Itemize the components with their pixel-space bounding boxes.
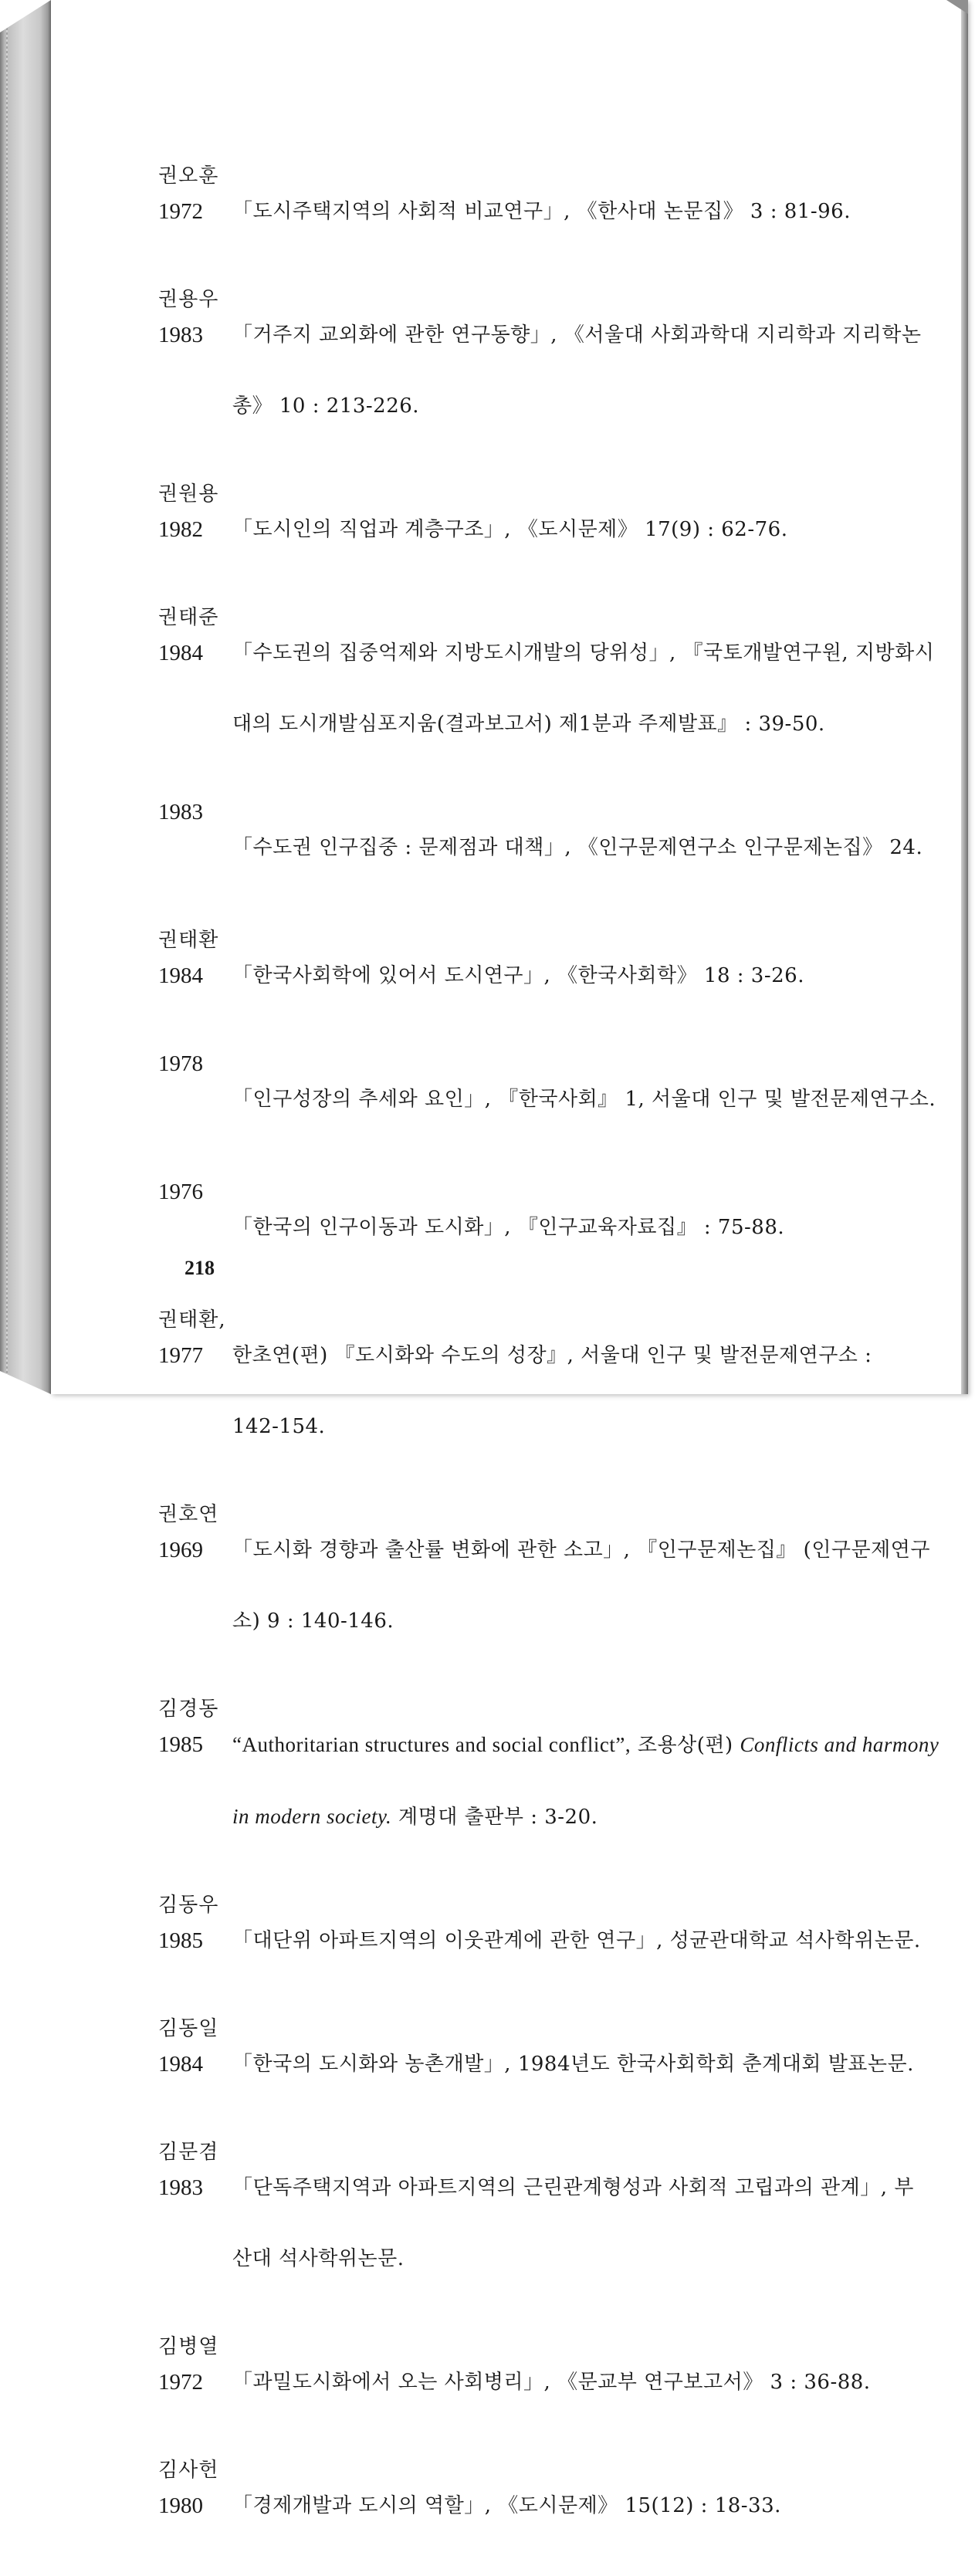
entry-year: 1985	[158, 1928, 203, 1953]
entry-year: 1983	[158, 323, 203, 347]
citation-line: 「도시주택지역의 사회적 비교연구」, 《한사대 논문집》 3 : 81-96.	[232, 200, 851, 223]
page-number: 218	[185, 1257, 215, 1279]
entry-year: 1984	[158, 641, 203, 665]
entry-author-year	[158, 2134, 232, 2205]
entry-citation	[232, 2329, 871, 2436]
english-title: “Authoritarian structures and social conflict”,	[232, 1733, 631, 1756]
entry-citation	[232, 2452, 857, 2559]
spine-bottom-corner	[0, 1371, 51, 1394]
entry-author-year	[158, 1887, 232, 1958]
entry-citation	[232, 600, 934, 777]
bibliography-entry	[158, 1887, 921, 1994]
bibliography-entry	[158, 922, 857, 1029]
citation-line: 「한국의 도시화와 농촌개발」, 1984년도 한국사회학회 춘계대회 발표논문.	[232, 2053, 914, 2076]
entry-author: 권태준	[158, 606, 219, 629]
citation-line: 산대 석사학위논문.	[232, 2247, 405, 2270]
citation-line: 「도시인의 직업과 계층구조」, 《도시문제》 17(9) : 62-76.	[232, 518, 788, 541]
entry-author-year	[158, 600, 232, 671]
bibliography-entry	[158, 476, 857, 583]
entry-author: 권태환,	[158, 1308, 226, 1332]
bibliography-entry	[158, 2011, 914, 2117]
citation-line: 「수도권의 집중억제와 지방도시개발의 당위성」, 『국토개발연구원, 지방화시	[232, 641, 935, 665]
bibliography-entry	[158, 600, 935, 777]
entry-author: 권오훈	[158, 164, 219, 188]
citation-line: 「수도권 인구집중 : 문제점과 대책」, 《인구문제연구소 인구문제논집》 24.	[232, 836, 923, 859]
bibliography-list	[158, 158, 939, 2576]
entry-citation	[232, 2134, 914, 2312]
entry-author: 김동일	[158, 2017, 219, 2040]
citation-line	[232, 1799, 939, 1835]
entry-year: 1984	[158, 2052, 203, 2077]
entry-author: 김병열	[158, 2335, 219, 2358]
bibliography-entry	[158, 2134, 914, 2312]
entry-author: 권호연	[158, 1503, 219, 1526]
entry-year: 1977	[158, 1343, 203, 1368]
citation-line: 142-154.	[232, 1415, 326, 1438]
entry-year: 1969	[158, 1538, 203, 1562]
entry-author: 김동우	[158, 1894, 219, 1917]
entry-citation	[232, 794, 923, 901]
entry-year: 1978	[158, 1051, 203, 1076]
entry-citation	[232, 282, 921, 459]
entry-year: 1976	[158, 1180, 203, 1204]
entry-author-year	[158, 922, 232, 994]
book-title-italic: in modern society.	[232, 1805, 392, 1828]
page-right-edge	[961, 0, 968, 1394]
entry-author: 김경동	[158, 1698, 219, 1721]
entry-year: 1984	[158, 963, 203, 988]
bibliography-entry	[158, 1174, 857, 1281]
entry-citation	[232, 1174, 857, 1281]
entry-citation	[232, 476, 857, 583]
entry-year: 1972	[158, 2370, 203, 2395]
entry-author: 권원용	[158, 482, 219, 506]
citation-line: 「거주지 교외화에 관한 연구동향」, 《서울대 사회과학대 지리학과 지리학논	[232, 323, 922, 347]
bibliography-entry	[158, 2329, 871, 2436]
bibliography-entry	[158, 158, 857, 265]
entry-citation	[232, 158, 857, 265]
entry-author: 김문겸	[158, 2141, 219, 2164]
citation-line: 「대단위 아파트지역의 이웃관계에 관한 연구」, 성균관대학교 석사학위논문.	[232, 1929, 921, 1952]
entry-author-year	[158, 282, 232, 353]
entry-citation	[232, 2011, 914, 2117]
bibliography-entry	[158, 794, 923, 901]
citation-line: 소) 9 : 140-146.	[232, 1610, 394, 1633]
citation-line: 「한국사회학에 있어서 도시연구」, 《한국사회학》 18 : 3-26.	[232, 964, 804, 987]
entry-author-year	[158, 794, 232, 830]
entry-author-year	[158, 2011, 232, 2082]
bibliography-entry	[158, 1691, 939, 1870]
entry-author-year	[158, 476, 232, 547]
bibliography-entry	[158, 1497, 931, 1674]
entry-citation	[232, 1691, 939, 1870]
citation-line: 대의 도시개발심포지움(결과보고서) 제1분과 주제발표』 : 39-50.	[232, 713, 825, 736]
book-spine-edge	[0, 0, 51, 1394]
bibliography-entry	[158, 1046, 936, 1153]
entry-citation	[232, 1302, 872, 1480]
entry-citation	[232, 922, 857, 1029]
entry-author-year	[158, 1497, 232, 1568]
citation-line: 총》 10 : 213-226.	[232, 394, 420, 418]
entry-author-year	[158, 1691, 232, 1762]
publisher: 계명대 출판부 : 3-20.	[398, 1806, 598, 1829]
citation-line: 「한국의 인구이동과 도시화」, 『인구교육자료집』 : 75-88.	[232, 1216, 785, 1239]
entry-author: 김사헌	[158, 2459, 219, 2482]
entry-year: 1972	[158, 199, 203, 224]
book-title-italic: Conflicts and harmony	[740, 1733, 939, 1756]
editor-name: 조용상(편)	[637, 1734, 733, 1757]
entry-author-year	[158, 2452, 232, 2524]
citation-line: 한초연(편) 『도시화와 수도의 성장』, 서울대 인구 및 발전문제연구소 :	[232, 1344, 872, 1367]
entry-author: 권용우	[158, 288, 219, 311]
entry-citation	[232, 1497, 930, 1674]
citation-line: 「단독주택지역과 아파트지역의 근린관계형성과 사회적 고립과의 관계」, 부	[232, 2176, 914, 2199]
bibliography-entry	[158, 2452, 857, 2559]
entry-author-year	[158, 158, 232, 229]
citation-line: 「도시화 경향과 출산률 변화에 관한 소고」, 『인구문제논집』 (인구문제연구	[232, 1538, 931, 1562]
entry-year: 1983	[158, 800, 203, 824]
spine-top-corner	[0, 0, 51, 32]
bibliography-entry	[158, 1302, 872, 1480]
entry-year: 1980	[158, 2493, 203, 2518]
citation-line: 「과밀도시화에서 오는 사회병리」, 《문교부 연구보고서》 3 : 36-88.	[232, 2371, 871, 2394]
entry-author: 권태환	[158, 929, 219, 952]
entry-author-year	[158, 1174, 232, 1210]
page-top-corner	[946, 0, 968, 14]
entry-citation	[232, 1046, 936, 1153]
citation-line	[232, 1727, 939, 1763]
entry-author-year	[158, 2329, 232, 2400]
entry-year: 1982	[158, 517, 203, 542]
entry-citation	[232, 1887, 921, 1994]
entry-author-year	[158, 1046, 232, 1082]
entry-year: 1983	[158, 2175, 203, 2200]
entry-author-year	[158, 1302, 232, 1373]
entry-year: 1985	[158, 1732, 203, 1757]
citation-line: 「인구성장의 추세와 요인」, 『한국사회』 1, 서울대 인구 및 발전문제연구소.	[232, 1088, 936, 1111]
bibliography-entry	[158, 282, 922, 459]
citation-line: 「경제개발과 도시의 역할」, 《도시문제》 15(12) : 18-33.	[232, 2494, 781, 2517]
